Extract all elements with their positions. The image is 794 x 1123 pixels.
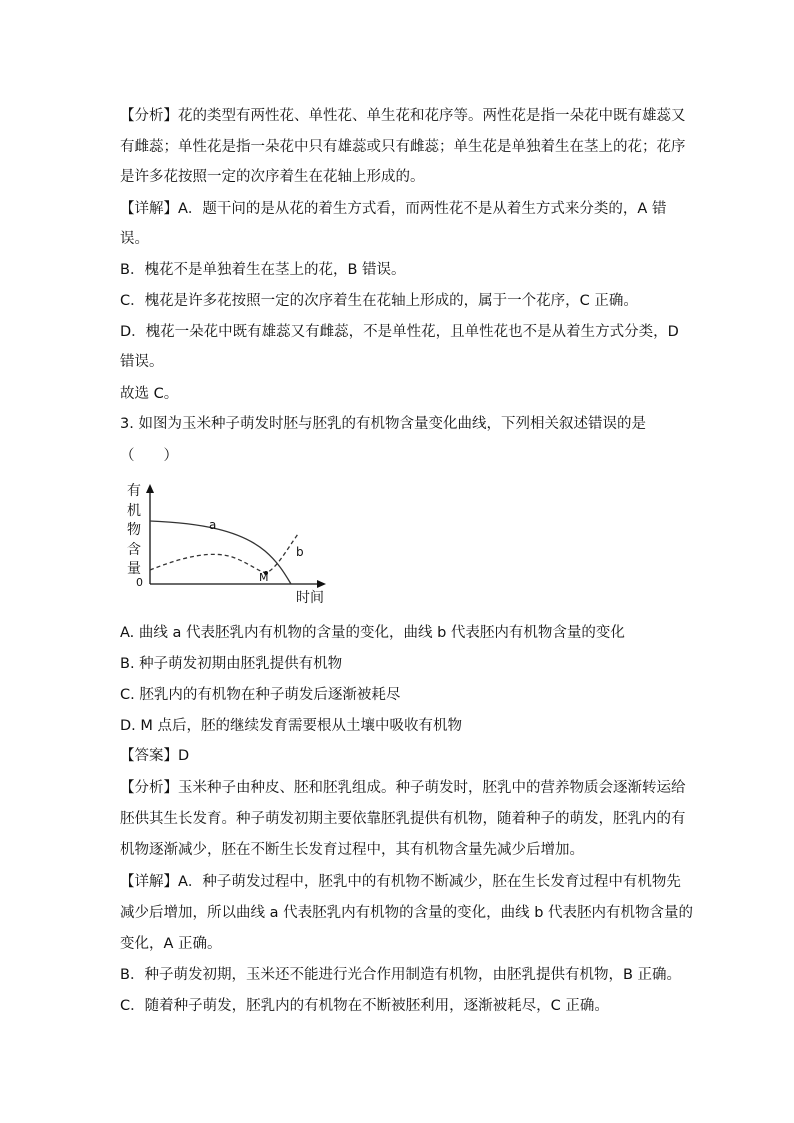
option-d: D. M 点后，胚的继续发育需要根从土壤中吸收有机物 [120, 718, 463, 734]
detail-line-4: C．槐花是许多花按照一定的次序着生在花轴上形成的，属于一个花序，C 正确。 [120, 293, 638, 309]
option-b: B. 种子萌发初期由胚乳提供有机物 [120, 656, 343, 672]
curve-b [150, 534, 298, 573]
x-axis-arrow [317, 580, 326, 588]
analysis-line-3: 是许多花按照一定的次序着生在花轴上形成的。 [120, 169, 425, 185]
detail-line-2: 误。 [120, 231, 149, 247]
y-axis-label-char-3: 物 [127, 522, 141, 538]
option-c: C. 胚乳内的有机物在种子萌发后逐渐被耗尽 [120, 687, 401, 703]
answer-line: 【答案】D [120, 748, 190, 764]
analysis3-line-3: 机物逐渐减少，胚在不断生长发育过程中，其有机物含量先减少后增加。 [120, 842, 584, 858]
y-axis-label-char-5: 量 [127, 561, 141, 577]
curve-a [150, 521, 291, 584]
detail3-line-2: 减少后增加，所以曲线 a 代表胚乳内有机物的含量的变化，曲线 b 代表胚内有机物含量的 [120, 905, 694, 921]
analysis3-line-2: 胚供其生长发育。种子萌发初期主要依靠胚乳提供有机物，随着种子的萌发，胚乳内的有 [120, 811, 686, 827]
conclusion-line: 故选 C。 [120, 386, 179, 402]
analysis3-line-1: 【分析】玉米种子由种皮、胚和胚乳组成。种子萌发时，胚乳中的营养物质会逐渐转运给 [120, 780, 686, 796]
detail-line-1: 【详解】A．题干问的是从花的着生方式看，而两性花不是从着生方式来分类的，A 错 [120, 201, 667, 217]
detail-line-5: D．槐花一朵花中既有雄蕊又有雌蕊，不是单性花，且单性花也不是从着生方式分类，D [120, 324, 679, 340]
detail3-line-3: 变化，A 正确。 [120, 936, 222, 952]
analysis-line-1: 【分析】花的类型有两性花、单性花、单生花和花序等。两性花是指一朵花中既有雄蕊又 [120, 108, 686, 124]
y-axis-label-char-1: 有 [127, 483, 141, 499]
detail3-line-5: C．随着种子萌发，胚乳内的有机物在不断被胚利用，逐渐被耗尽，C 正确。 [120, 998, 609, 1014]
question-3-stem: 3. 如图为玉米种子萌发时胚与胚乳的有机物含量变化曲线，下列相关叙述错误的是 [120, 416, 646, 432]
y-axis-arrow [146, 484, 154, 493]
detail-line-6: 错误。 [120, 354, 164, 370]
organic-matter-figure [120, 478, 340, 608]
option-a: A. 曲线 a 代表胚乳内有机物的含量的变化，曲线 b 代表胚内有机物含量的变化 [120, 625, 625, 641]
detail3-line-4: B．种子萌发初期，玉米还不能进行光合作用制造有机物，由胚乳提供有机物，B 正确。 [120, 967, 682, 983]
question-3-bracket: （ ） [120, 448, 178, 464]
detail3-line-1: 【详解】A．种子萌发过程中，胚乳中的有机物不断减少，胚在生长发育过程中有机物先 [120, 874, 681, 890]
x-axis-label: 时间 [296, 590, 324, 606]
point-m-label: M [259, 571, 269, 584]
origin-label: 0 [136, 576, 143, 589]
analysis-line-2: 有雌蕊；单性花是指一朵花中只有雄蕊或只有雌蕊；单生花是单独着生在茎上的花；花序 [120, 139, 686, 155]
curve-a-label: a [209, 518, 217, 532]
y-axis-label-char-4: 含 [127, 542, 141, 558]
curve-b-label: b [296, 545, 304, 559]
y-axis-label-char-2: 机 [127, 503, 141, 519]
detail-line-3: B．槐花不是单独着生在茎上的花，B 错误。 [120, 262, 406, 278]
